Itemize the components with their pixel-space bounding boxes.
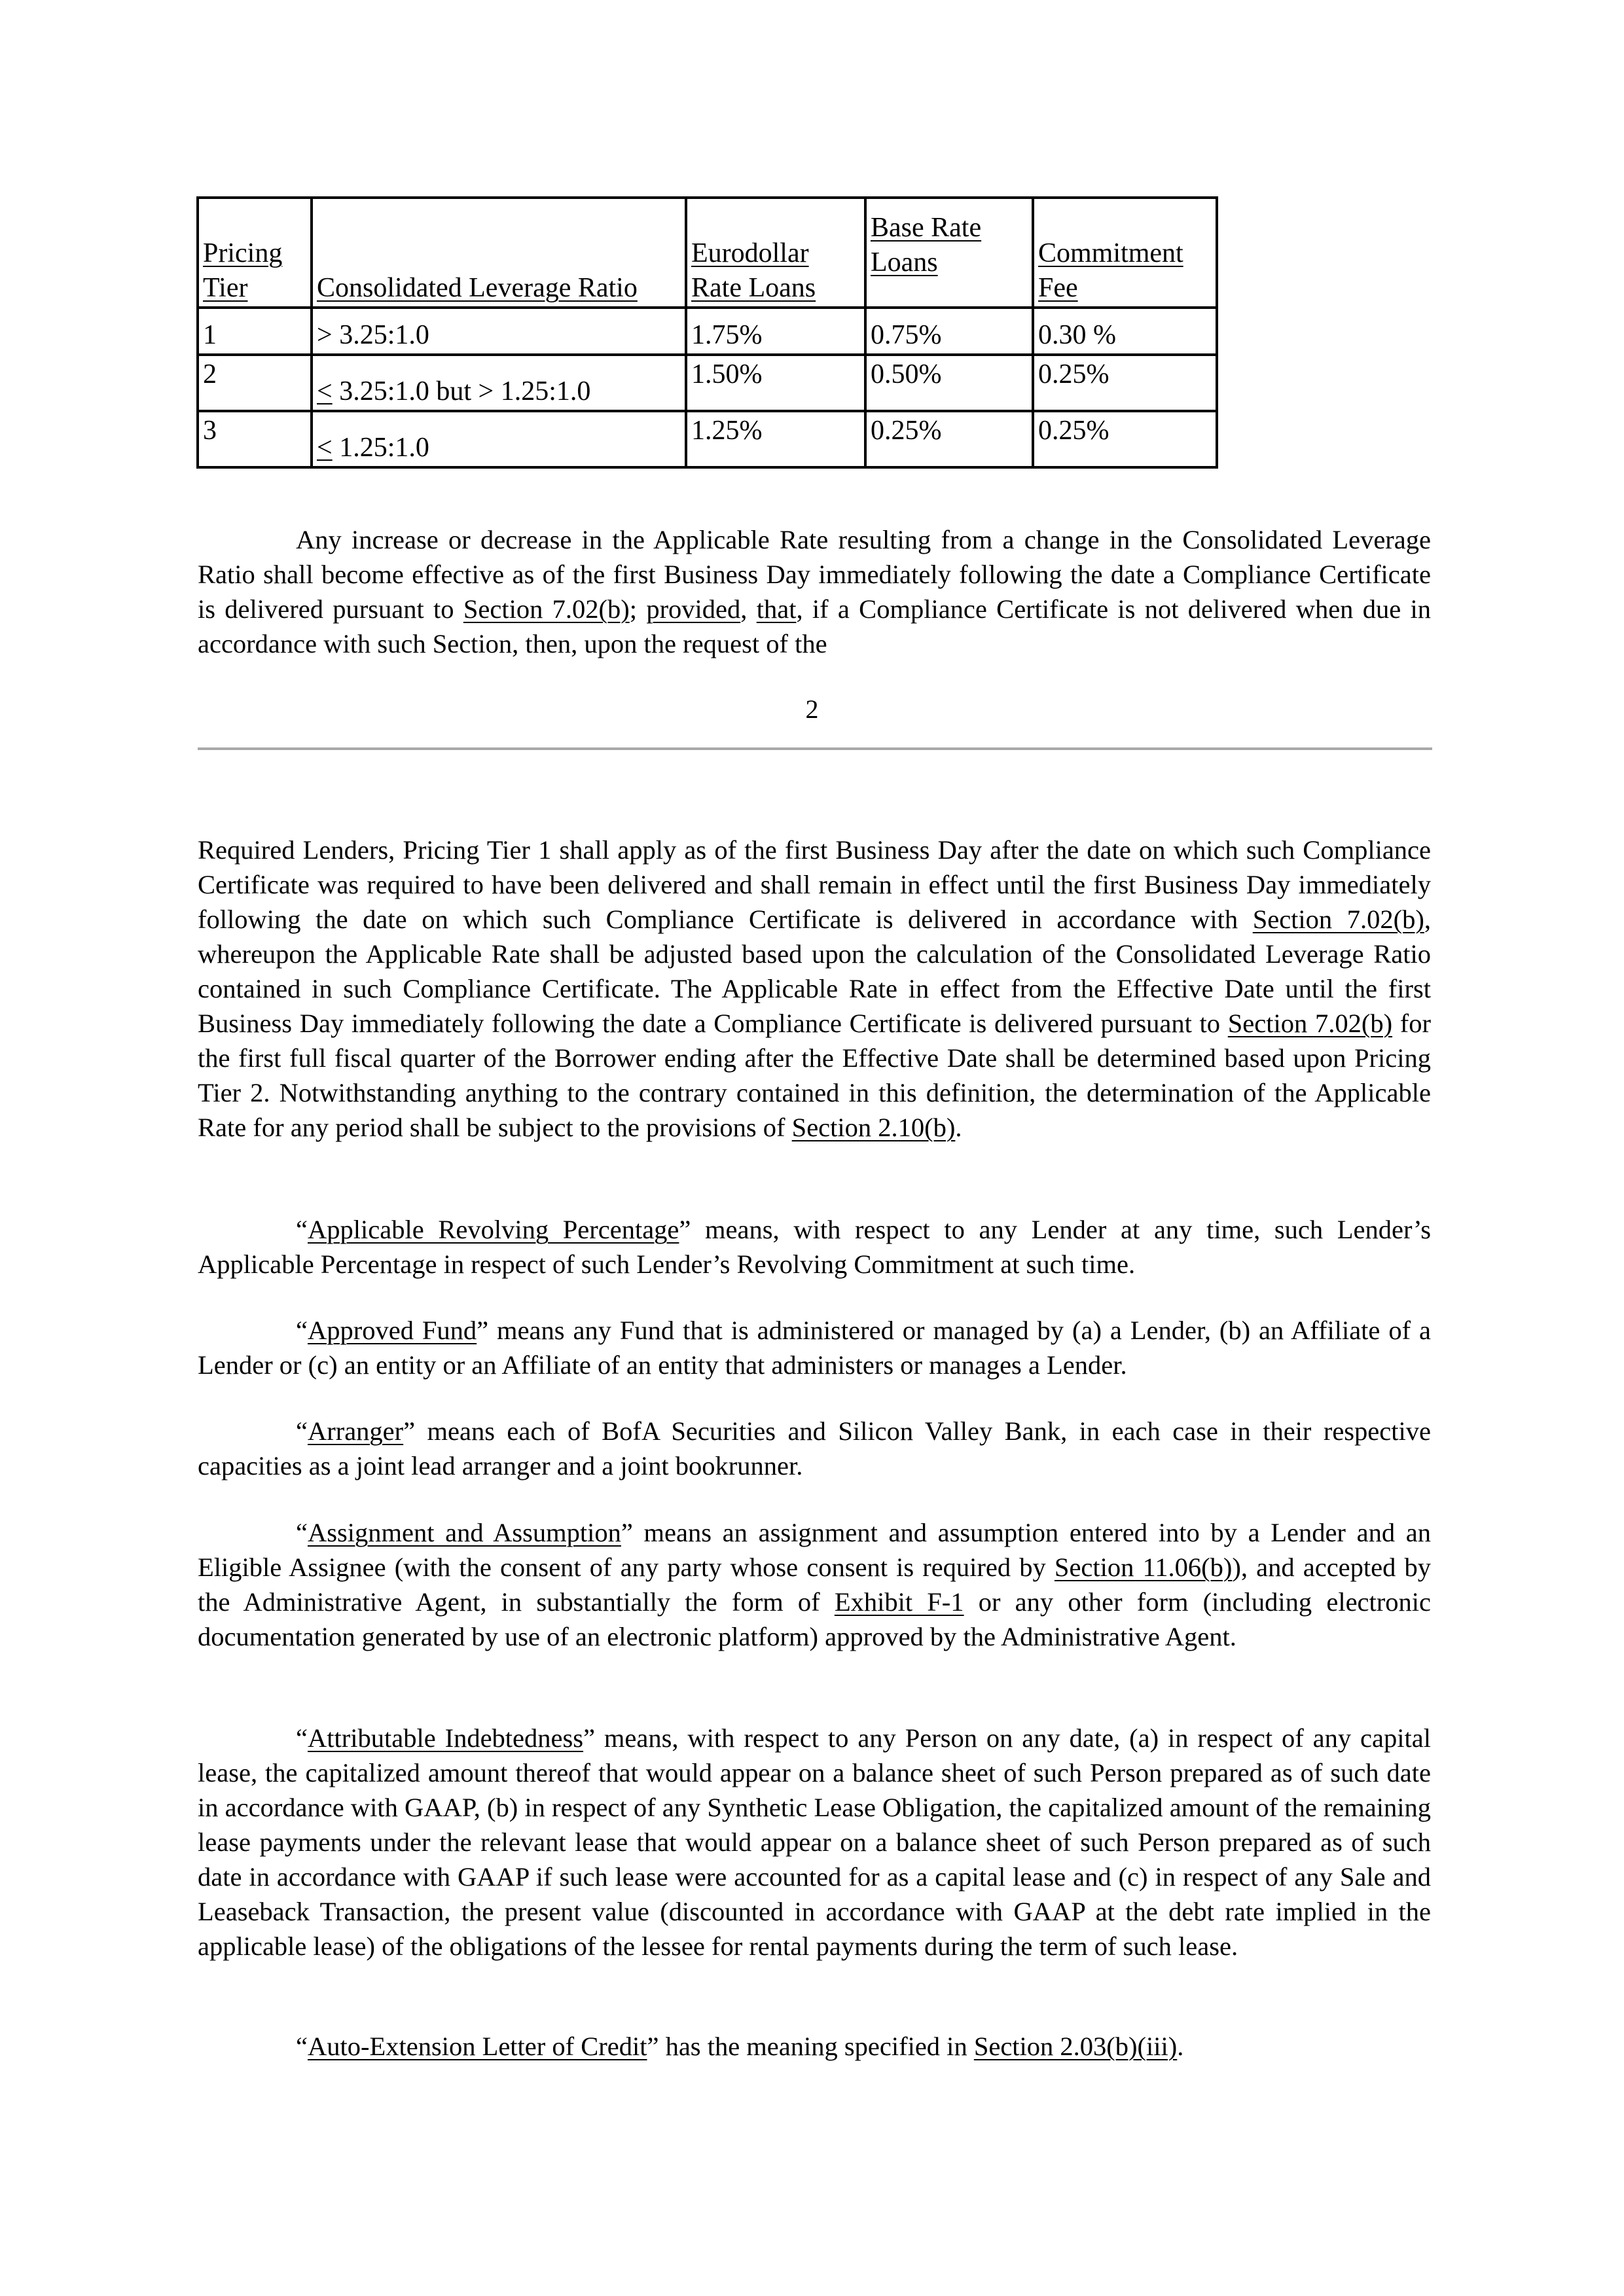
section-reference: Section 7.02(b) bbox=[463, 594, 630, 624]
definition-applicable-revolving-percentage bbox=[198, 1212, 1431, 1282]
cell-eurodollar: 1.75% bbox=[686, 308, 865, 355]
header-text: Tier bbox=[203, 272, 248, 303]
header-base-rate bbox=[865, 198, 1033, 308]
header-pricing-tier bbox=[198, 198, 312, 308]
emphasis-term: provided bbox=[646, 594, 741, 624]
defined-term: Arranger bbox=[307, 1416, 404, 1446]
header-text: Consolidated Leverage Ratio bbox=[317, 272, 638, 303]
defined-term: Auto-Extension Letter of Credit bbox=[307, 2032, 647, 2061]
header-leverage-ratio bbox=[312, 198, 686, 308]
cell-base-rate: 0.25% bbox=[865, 411, 1033, 467]
body-text: for the first full fiscal quarter of the Borrower ending after the Effective Date shall be determined based upon Pricing Tier 2. Notwithstanding anything to the contrary contained in this definition, the determination of the Applicable Rate for any period shall be subject to the provisions of bbox=[198, 1009, 1431, 1142]
cell-ratio bbox=[312, 411, 686, 467]
definition-auto-extension-letter-of-credit bbox=[198, 2029, 1431, 2064]
cell-tier: 3 bbox=[198, 411, 312, 467]
table-row bbox=[198, 308, 1217, 355]
header-text: Eurodollar bbox=[691, 238, 809, 268]
definition-text: ” means, with respect to any Person on any date, (a) in respect of any capital lease, the capitalized amount thereof that would appear on a balance sheet of such Person prepared as of such date in accordance with GAAP, (b) in respect of any Synthetic Lease Obligation, the capitalized amount of the remaining lease payments under the relevant lease that would appear on a balance sheet of such Person prepared as of such date in accordance with GAAP if such lease were accounted for as a capital lease and (c) in respect of any Sale and Leaseback Transaction, the present value (discounted in accordance with GAAP at the debt rate implied in the applicable lease) of the obligations of the lessee for rental payments during the term of such lease. bbox=[198, 1723, 1431, 1961]
definition-assignment-and-assumption bbox=[198, 1515, 1431, 1654]
body-text: Required Lenders, Pricing Tier 1 shall apply as of the first Business Day after the date on which such Compliance Certificate was required to have been delivered and shall remain in effect until the first Business Day immediately following the date on which such Compliance Certificate is delivered in accordance with bbox=[198, 835, 1431, 934]
open-quote: “ bbox=[296, 1316, 308, 1345]
table-row bbox=[198, 411, 1217, 467]
definition-arranger bbox=[198, 1414, 1431, 1483]
paragraph-rate-change bbox=[198, 522, 1431, 661]
cell-tier: 2 bbox=[198, 355, 312, 411]
body-text: Any increase or decrease in the Applicable Rate resulting from a change in the Consolidated Leverage Ratio shall become effective as of the first Business Day immediately following the date a Compliance Certificate is delivered pursuant to bbox=[198, 525, 1431, 624]
cell-base-rate: 0.75% bbox=[865, 308, 1033, 355]
open-quote: “ bbox=[296, 1723, 308, 1753]
header-text: Commitment bbox=[1038, 238, 1183, 268]
definition-text: ” means any Fund that is administered or managed by (a) a Lender, (b) an Affiliate of a Lender or (c) an entity or an Affiliate of an entity that administers or manages a Lender. bbox=[198, 1316, 1431, 1380]
defined-term: Assignment and Assumption bbox=[307, 1518, 621, 1547]
defined-term: Approved Fund bbox=[307, 1316, 477, 1345]
definition-approved-fund bbox=[198, 1313, 1431, 1382]
header-text: Rate Loans bbox=[691, 272, 816, 303]
definition-text: . bbox=[1177, 2032, 1184, 2061]
definition-text: ), and accepted by the Administrative Agent, in substantially the form of bbox=[198, 1552, 1432, 1617]
table-header-row bbox=[198, 198, 1217, 308]
cell-commitment-fee: 0.25% bbox=[1033, 411, 1217, 467]
cell-commitment-fee: 0.25% bbox=[1033, 355, 1217, 411]
header-eurodollar bbox=[686, 198, 865, 308]
table-row bbox=[198, 355, 1217, 411]
open-quote: “ bbox=[296, 2032, 308, 2061]
body-text: , bbox=[740, 594, 757, 624]
section-reference: Section 7.02(b) bbox=[1227, 1009, 1393, 1038]
cell-eurodollar: 1.50% bbox=[686, 355, 865, 411]
exhibit-reference: Exhibit F-1 bbox=[834, 1587, 964, 1617]
cell-ratio bbox=[312, 355, 686, 411]
cell-eurodollar: 1.25% bbox=[686, 411, 865, 467]
header-text: Loans bbox=[871, 247, 938, 278]
open-quote: “ bbox=[296, 1416, 308, 1446]
page-number: 2 bbox=[805, 694, 819, 724]
emphasis-term: that bbox=[756, 594, 797, 624]
definition-text: or any other form (including electronic documentation generated by use of an electronic platform) approved by the Administrative Agent. bbox=[198, 1587, 1431, 1651]
page-break-divider bbox=[198, 747, 1432, 750]
defined-term: Applicable Revolving Percentage bbox=[307, 1215, 679, 1244]
definition-text: ” has the meaning specified in bbox=[647, 2032, 974, 2061]
open-quote: “ bbox=[296, 1518, 308, 1547]
ratio-symbol: > bbox=[317, 319, 333, 350]
ratio-text: 1.25:1.0 bbox=[332, 432, 429, 463]
ratio-text: 3.25:1.0 bbox=[332, 319, 429, 350]
cell-commitment-fee: 0.30 % bbox=[1033, 308, 1217, 355]
section-reference: Section 2.10(b) bbox=[791, 1113, 956, 1142]
paragraph-required-lenders bbox=[198, 833, 1431, 1145]
body-text: , whereupon the Applicable Rate shall be adjusted based upon the calculation of the Consolidated Leverage Ratio contained in such Compliance Certificate. The Applicable Rate in effect from the Effective Date until the first Business Day immediately following the date a Compliance Certificate is delivered pursuant to bbox=[198, 905, 1431, 1038]
definition-attributable-indebtedness bbox=[198, 1721, 1431, 1964]
body-text: , if a Compliance Certificate is not delivered when due in accordance with such Section, then, upon the request of the bbox=[198, 594, 1432, 658]
cell-ratio bbox=[312, 308, 686, 355]
section-reference: Section 2.03(b)(iii) bbox=[973, 2032, 1178, 2061]
definition-text: ” means, with respect to any Lender at any time, such Lender’s Applicable Percentage in respect of such Lender’s Revolving Commitment at such time. bbox=[198, 1215, 1431, 1279]
ratio-symbol: < bbox=[317, 376, 333, 406]
defined-term: Attributable Indebtedness bbox=[307, 1723, 584, 1753]
body-text: ; bbox=[629, 594, 647, 624]
header-text: Fee bbox=[1038, 272, 1078, 303]
pricing-grid-table bbox=[196, 196, 1218, 469]
section-reference: Section 7.02(b) bbox=[1252, 905, 1424, 934]
open-quote: “ bbox=[296, 1215, 308, 1244]
ratio-symbol: < bbox=[317, 432, 333, 463]
cell-base-rate: 0.50% bbox=[865, 355, 1033, 411]
section-reference: Section 11.06(b) bbox=[1054, 1552, 1233, 1582]
header-text: Pricing bbox=[203, 238, 283, 268]
definition-text: ” means each of BofA Securities and Silicon Valley Bank, in each case in their respective capacities as a joint lead arranger and a joint bookrunner. bbox=[198, 1416, 1431, 1480]
ratio-text: 3.25:1.0 but > 1.25:1.0 bbox=[332, 376, 591, 406]
cell-tier: 1 bbox=[198, 308, 312, 355]
header-commitment-fee bbox=[1033, 198, 1217, 308]
definition-text: ” means an assignment and assumption entered into by a Lender and an Eligible Assignee (with the consent of any party whose consent is required by bbox=[198, 1518, 1431, 1582]
header-text: Base Rate bbox=[871, 213, 982, 243]
body-text: . bbox=[955, 1113, 962, 1142]
